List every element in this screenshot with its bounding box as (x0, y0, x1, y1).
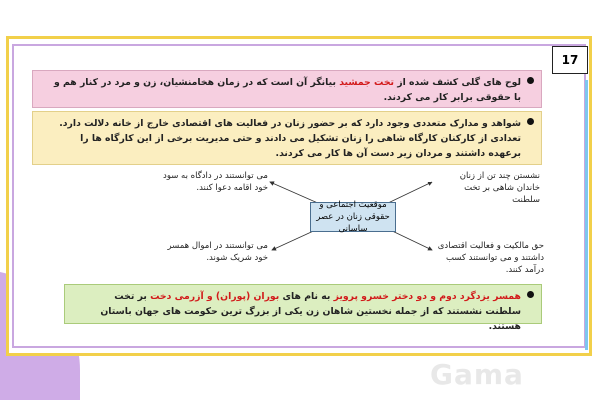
box1-highlight: تخت جمشید (339, 77, 395, 88)
diagram-label-bottom-right: حق مالکیت و فعالیت اقتصادی داشتند و می توانستند کسب درآمد کنند. (437, 241, 544, 275)
box1-pre: لوح های گلی کشف شده از (394, 77, 521, 88)
box3-mid: به نام های (279, 291, 334, 302)
page-number: 17 (552, 46, 588, 74)
bullet-icon (527, 291, 534, 298)
box3-highlight-2: بوران (پوران) و آزرمی دخت (150, 291, 280, 302)
watermark-logo: Gama (430, 358, 524, 391)
box3-highlight-1: همسر یزدگرد دوم و دو دختر خسرو پرویز (333, 291, 521, 302)
box2-text: شواهد و مدارک متعددی وجود دارد که بر حضور زنان در فعالیت های اقتصادی خارج از خانه دلالت دارد. تعدادی از کارکنان کارگاه شاهی را زنان تشکیل می دادند و حتی مدیریت برخی از این کارگاه ها را برعهده داشتند و مردان زیر دست آن ها کار می کردند. (59, 118, 521, 159)
box3-post: بر تخت سلطنت نشستند که از جمله نخستین شاهان زن یکی از بزرگ ترین حکومت های جهان باستان هستند. (100, 291, 521, 332)
diagram-label-top-right: نشستن چند تن از زنان خاندان شاهی بر تخت سلطنت (459, 171, 540, 205)
diagram-label-bottom-left: می توانستند در اموال همسر خود شریک شوند. (167, 241, 268, 263)
box3-text (85, 289, 533, 334)
text-box-green (64, 284, 542, 332)
diagram-center-box: موقعیت اجتماعی و حقوقی زنان در عصر ساسانی (310, 202, 396, 232)
diagram-label-top-left: می توانستند در دادگاه به سود خود اقامه دعوا کنند. (163, 171, 268, 193)
box1-post: بیانگر آن است که در زمان هخامنشیان، زن و مرد در کنار هم و با حقوقی برابر کار می کردند. (53, 77, 521, 103)
